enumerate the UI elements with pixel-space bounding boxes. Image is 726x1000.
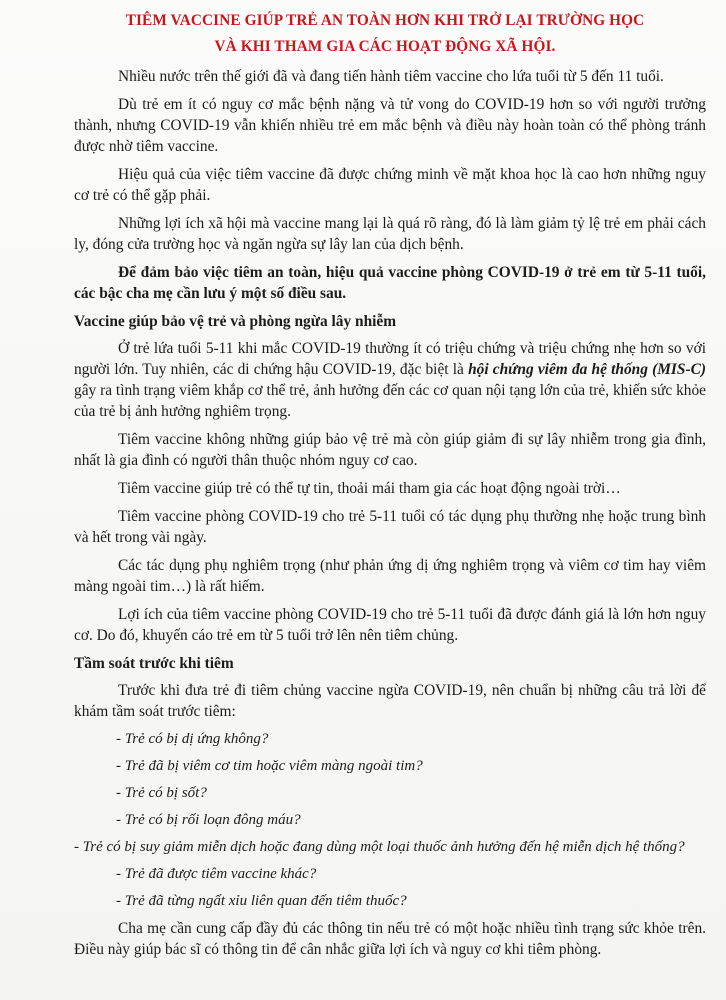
screening-question: - Trẻ có bị rối loạn đông máu? [116,812,301,828]
title-line-2: VÀ KHI THAM GIA CÁC HOẠT ĐỘNG XÃ HỘI. [214,38,556,55]
section1-paragraph-6: Lợi ích của tiêm vaccine phòng COVID-19 cho trẻ 5-11 tuổi đã được đánh giá là lớn hơn nguy cơ. Do đó, khuyến cáo trẻ em từ 5 tuổi trở lên nên tiêm chủng. [74,606,706,644]
mis-c-emphasis: hội chứng viêm đa hệ thống (MIS-C) [468,361,706,378]
title-line-1: TIÊM VACCINE GIÚP TRẺ AN TOÀN HƠN KHI TRỞ LẠI TRƯỜNG HỌC [125,12,645,29]
section1-paragraph-4: Tiêm vaccine phòng COVID-19 cho trẻ 5-11 tuổi có tác dụng phụ thường nhẹ hoặc trung bình và hết trong vài ngày. [74,508,706,546]
intro-paragraph-4: Những lợi ích xã hội mà vaccine mang lại là quá rõ ràng, đó là làm giảm tỷ lệ trẻ em phải cách ly, đóng cửa trường học và ngăn ngừa sự lây lan của dịch bệnh. [74,215,706,253]
section1-p1-before: Ở trẻ lứa tuổi 5-11 khi mắc COVID-19 thường ít có triệu chứng và triệu chứng nhẹ hơn so với người lớn. Tuy nhiên, các di chứng hậu COVID-19, đặc biệt là [74,340,706,378]
section1-paragraph-2: Tiêm vaccine không những giúp bảo vệ trẻ mà còn giúp giảm đi sự lây nhiễm trong gia đình, nhất là gia đình có người thân thuộc nhóm nguy cơ cao. [74,431,706,469]
page-title [64,8,706,60]
section1-paragraph-1 [74,338,706,422]
section2-paragraph-2: Cha mẹ cần cung cấp đầy đủ các thông tin nếu trẻ có một hoặc nhiều tình trạng sức khỏe trên. Điều này giúp bác sĩ có thông tin để cân nhắc giữa lợi ích và nguy cơ khi tiêm phòng. [74,920,706,958]
screening-question: - Trẻ đã bị viêm cơ tim hoặc viêm màng ngoài tim? [116,758,423,774]
screening-question: - Trẻ đã được tiêm vaccine khác? [116,866,317,882]
screening-question: - Trẻ có bị sốt? [116,785,207,801]
section1-paragraph-5: Các tác dụng phụ nghiêm trọng (như phản ứng dị ứng nghiêm trọng và viêm cơ tim hay viêm màng ngoài tim…) là rất hiếm. [74,557,706,595]
screening-question: - Trẻ có bị dị ứng không? [116,731,269,747]
section-heading-protection: Vaccine giúp bảo vệ trẻ và phòng ngừa lây nhiễm [74,313,397,330]
intro-paragraph-bold: Để đảm bảo việc tiêm an toàn, hiệu quả vaccine phòng COVID-19 ở trẻ em từ 5-11 tuổi, các bậc cha mẹ cần lưu ý một số điều sau. [74,264,706,302]
intro-paragraph-1: Nhiều nước trên thế giới đã và đang tiến hành tiêm vaccine cho lứa tuổi từ 5 đến 11 tuổi. [118,68,664,85]
section1-p1-after: gây ra tình trạng viêm khắp cơ thể trẻ, ảnh hưởng đến các cơ quan nội tạng lớn của trẻ, khiến sức khỏe của trẻ bị ảnh hưởng nghiêm trọng. [74,382,706,420]
intro-paragraph-2: Dù trẻ em ít có nguy cơ mắc bệnh nặng và tử vong do COVID-19 hơn so với người trưởng thành, nhưng COVID-19 vẫn khiến nhiều trẻ em mắc bệnh và điều này hoàn toàn có thể phòng tránh được nhờ tiêm vaccine. [74,96,706,155]
screening-question: - Trẻ có bị suy giảm miễn dịch hoặc đang dùng một loại thuốc ảnh hưởng đến hệ miễn dịch hệ thống? [74,839,685,855]
screening-question: - Trẻ đã từng ngất xỉu liên quan đến tiêm thuốc? [116,893,407,909]
section2-paragraph-1: Trước khi đưa trẻ đi tiêm chủng vaccine ngừa COVID-19, nên chuẩn bị những câu trả lời để khám tầm soát trước tiêm: [74,682,706,720]
section-heading-screening: Tầm soát trước khi tiêm [74,655,234,672]
intro-paragraph-3: Hiệu quả của việc tiêm vaccine đã được chứng minh về mặt khoa học là cao hơn những nguy cơ trẻ có thể gặp phải. [74,166,706,204]
section1-paragraph-3: Tiêm vaccine giúp trẻ có thể tự tin, thoải mái tham gia các hoạt động ngoài trời… [118,480,621,497]
